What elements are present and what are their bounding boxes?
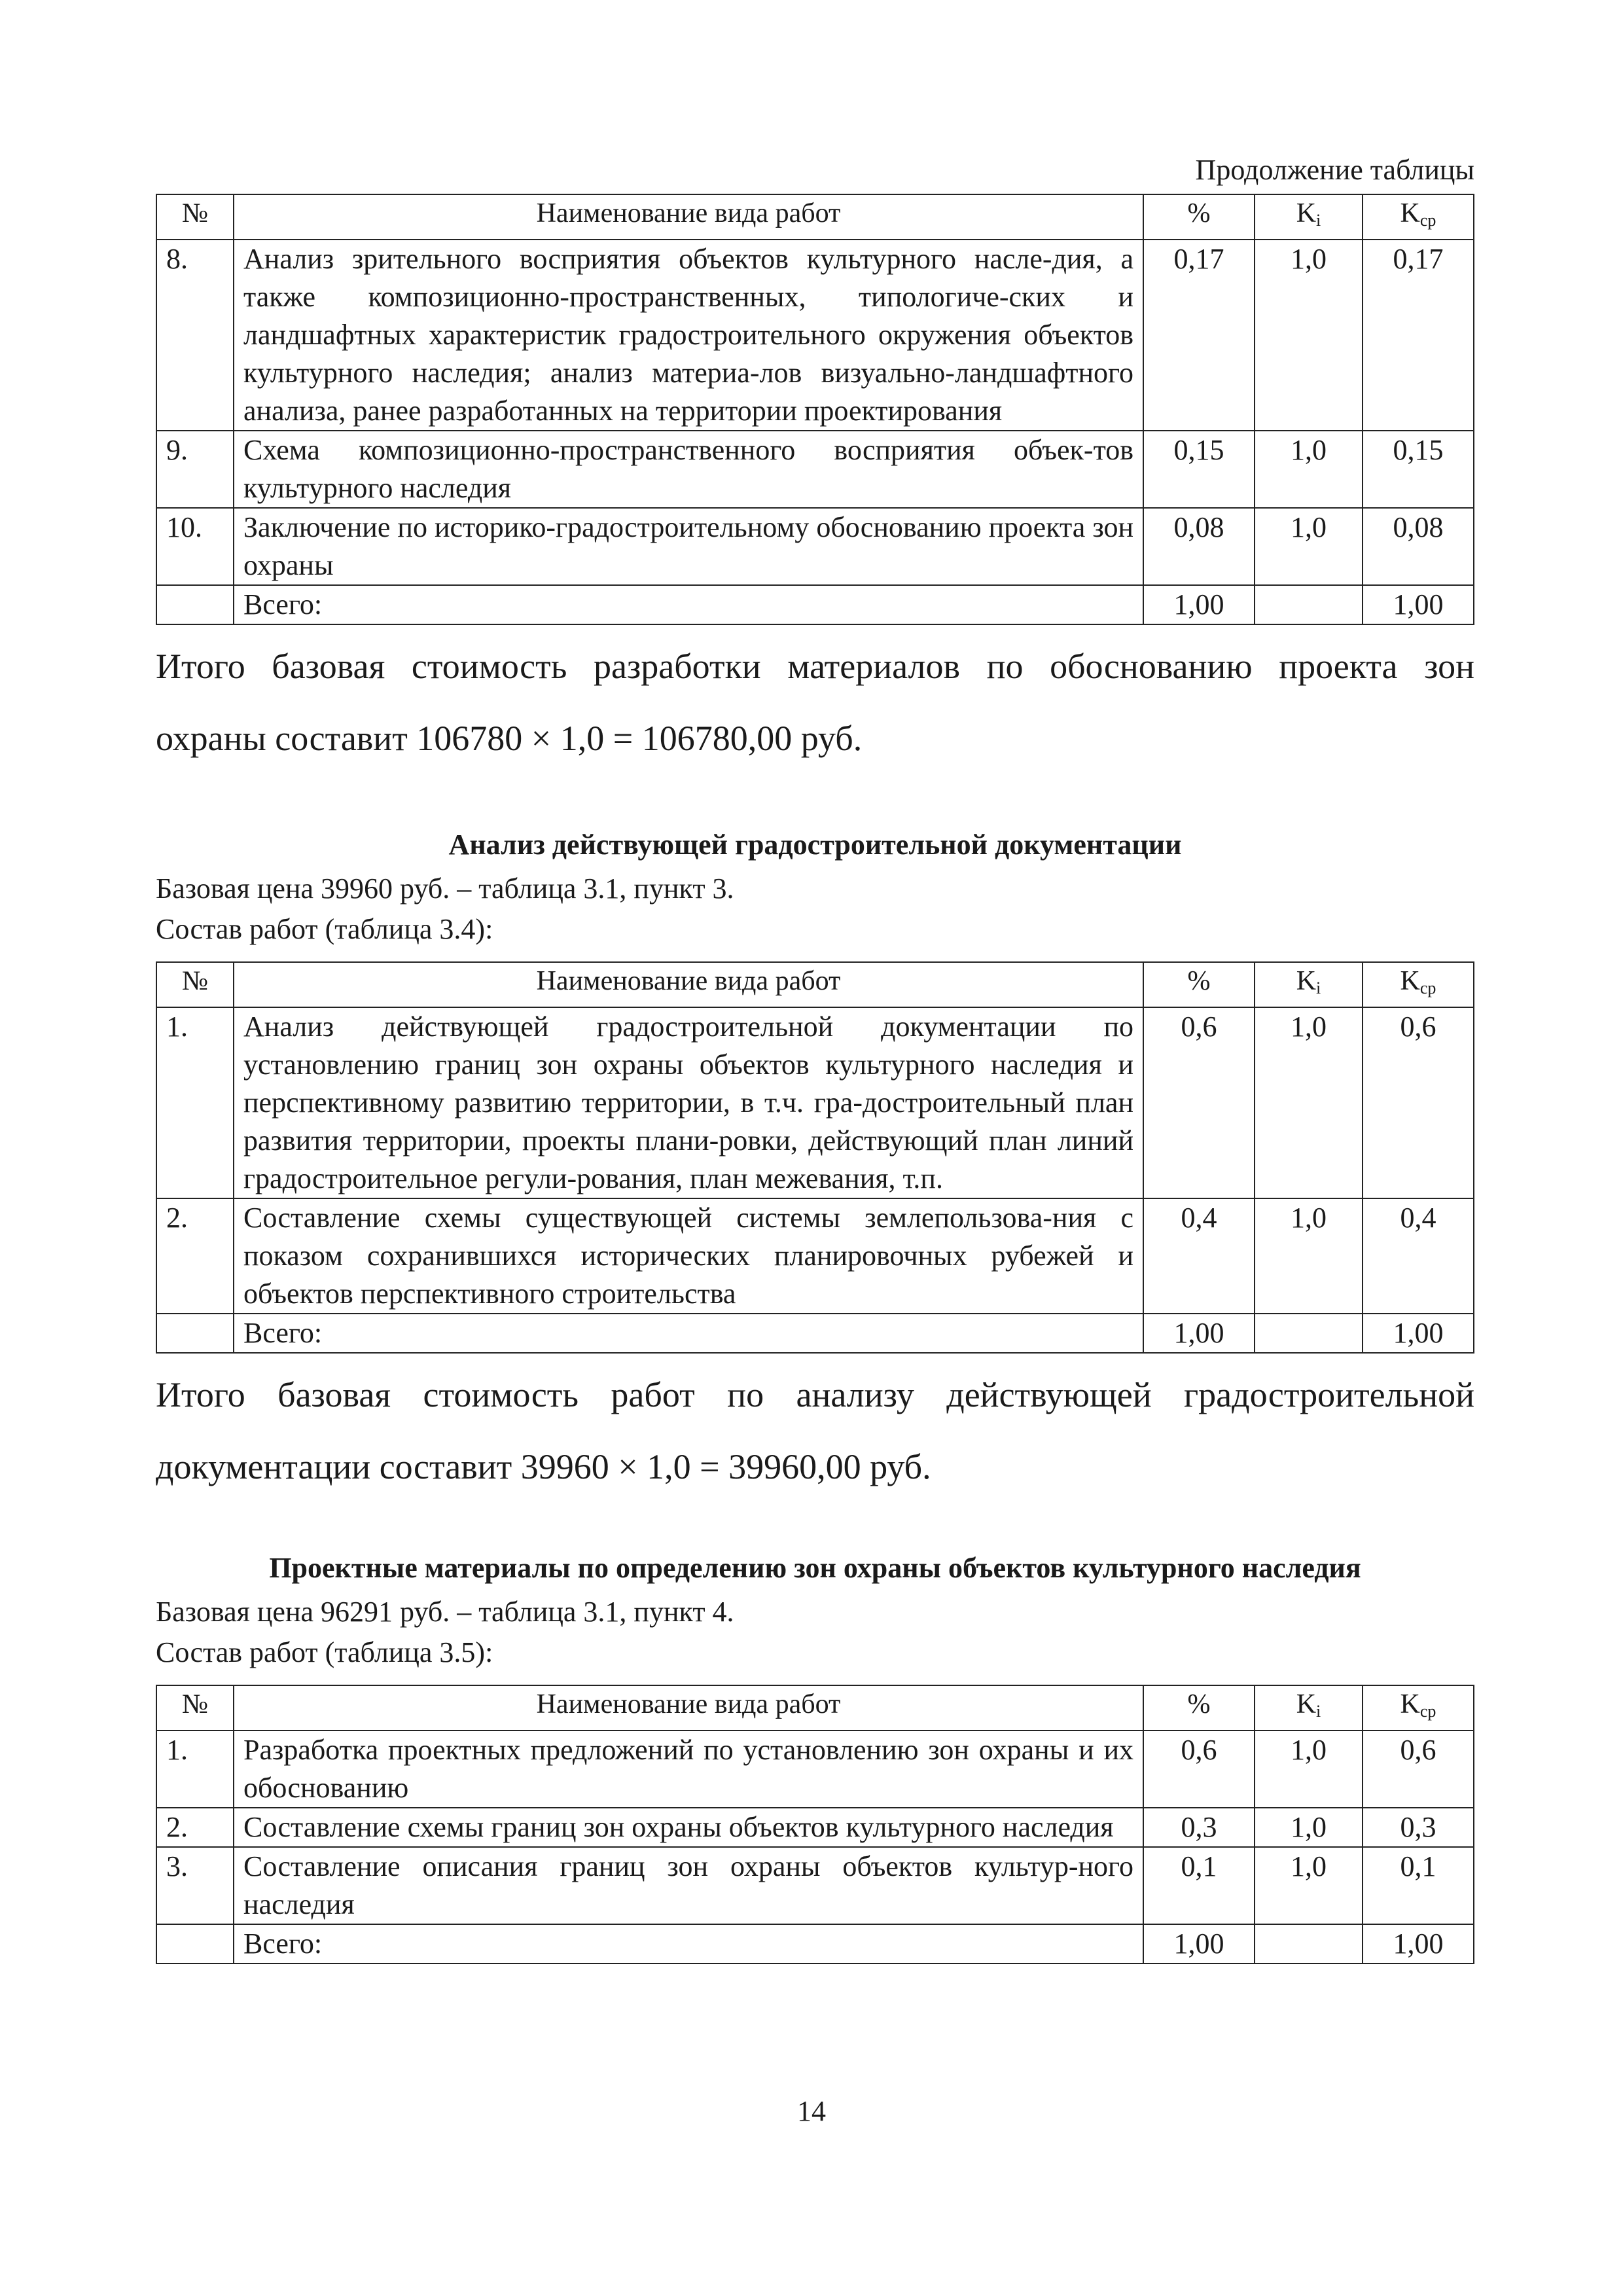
- row-kcp: 0,08: [1363, 508, 1474, 585]
- total-percent: 1,00: [1143, 1924, 1255, 1964]
- header-percent: %: [1143, 962, 1255, 1007]
- base-price-line: Базовая цена 96291 руб. – таблица 3.1, пункт 4.: [156, 1596, 734, 1628]
- table-row: [156, 1847, 1474, 1924]
- summary-paragraph-2: [156, 1359, 1474, 1503]
- composition-line: Состав работ (таблица 3.4):: [156, 913, 493, 945]
- header-ki: [1255, 1685, 1363, 1731]
- header-ki-subscript: i: [1316, 978, 1321, 997]
- row-name: Составление схемы существующей системы землепользова-ния с показом сохранившихся исторических планировочных рубежей и объектов перспективного строительства: [234, 1198, 1143, 1314]
- works-table-3-4: [156, 961, 1474, 1354]
- total-kcp: 1,00: [1363, 1924, 1474, 1964]
- header-ki: [1255, 962, 1363, 1007]
- total-label: Всего:: [234, 1314, 1143, 1353]
- header-kcp-letter: K: [1400, 966, 1420, 996]
- row-percent: 0,3: [1143, 1808, 1255, 1847]
- summary-paragraph-1: [156, 630, 1474, 774]
- page-number: 14: [797, 2095, 826, 2127]
- row-num: 1.: [156, 1731, 234, 1808]
- total-ki: [1255, 585, 1363, 624]
- row-percent: 0,15: [1143, 431, 1255, 508]
- table-row: [156, 1731, 1474, 1808]
- table-total-row: [156, 1314, 1474, 1353]
- summary-line: охраны составит 106780 × 1,0 = 106780,00 руб.: [156, 719, 863, 758]
- row-ki: 1,0: [1255, 1007, 1363, 1198]
- row-kcp: 0,3: [1363, 1808, 1474, 1847]
- row-percent: 0,6: [1143, 1007, 1255, 1198]
- row-kcp: 0,6: [1363, 1007, 1474, 1198]
- row-kcp: 0,6: [1363, 1731, 1474, 1808]
- row-kcp: 0,1: [1363, 1847, 1474, 1924]
- row-num: 2.: [156, 1198, 234, 1314]
- table-row: [156, 240, 1474, 431]
- header-kcp-letter: K: [1400, 198, 1420, 228]
- total-label: Всего:: [234, 585, 1143, 624]
- table-header-row: [156, 962, 1474, 1007]
- row-kcp: 0,17: [1363, 240, 1474, 431]
- total-kcp: 1,00: [1363, 585, 1474, 624]
- table-row: [156, 1198, 1474, 1314]
- row-kcp: 0,15: [1363, 431, 1474, 508]
- header-kcp: [1363, 962, 1474, 1007]
- row-name: Схема композиционно-пространственного восприятия объек-тов культурного наследия: [234, 431, 1143, 508]
- header-kcp: [1363, 194, 1474, 240]
- row-ki: 1,0: [1255, 1731, 1363, 1808]
- table-row: [156, 1007, 1474, 1198]
- total-ki: [1255, 1314, 1363, 1353]
- header-kcp-subscript: ср: [1419, 211, 1436, 230]
- row-percent: 0,17: [1143, 240, 1255, 431]
- row-ki: 1,0: [1255, 240, 1363, 431]
- total-percent: 1,00: [1143, 1314, 1255, 1353]
- row-ki: 1,0: [1255, 1808, 1363, 1847]
- total-num: [156, 1924, 234, 1964]
- row-name: Составление схемы границ зон охраны объектов культурного наследия: [234, 1808, 1143, 1847]
- header-name: Наименование вида работ: [234, 194, 1143, 240]
- row-name: Анализ зрительного восприятия объектов культурного насле-дия, а также композиционно-пространственных, типологиче-ских и ландшафтных характеристик градостроительного окружения объектов культурного наследия; анализ материа-лов визуально-ландшафтного анализа, ранее разработанных на территории проектирования: [234, 240, 1143, 431]
- works-table-3-5: [156, 1685, 1474, 1964]
- row-ki: 1,0: [1255, 1847, 1363, 1924]
- works-table-continued: [156, 194, 1474, 625]
- table-total-row: [156, 585, 1474, 624]
- row-num: 10.: [156, 508, 234, 585]
- total-ki: [1255, 1924, 1363, 1964]
- row-percent: 0,1: [1143, 1847, 1255, 1924]
- header-num: №: [156, 194, 234, 240]
- document-page: [156, 151, 1474, 1964]
- total-percent: 1,00: [1143, 585, 1255, 624]
- header-kcp-subscript: ср: [1419, 1702, 1436, 1721]
- header-name: Наименование вида работ: [234, 1685, 1143, 1731]
- total-num: [156, 1314, 234, 1353]
- table-total-row: [156, 1924, 1474, 1964]
- row-num: 2.: [156, 1808, 234, 1847]
- row-num: 8.: [156, 240, 234, 431]
- row-num: 3.: [156, 1847, 234, 1924]
- row-ki: 1,0: [1255, 431, 1363, 508]
- summary-line: документации составит 39960 × 1,0 = 39960,00 руб.: [156, 1447, 931, 1486]
- table-row: [156, 431, 1474, 508]
- table-continuation-label: Продолжение таблицы: [1195, 154, 1474, 186]
- summary-line: Итого базовая стоимость работ по анализу действующей градостроительной: [156, 1375, 1474, 1414]
- table-header-row: [156, 194, 1474, 240]
- row-name: Составление описания границ зон охраны объектов культур-ного наследия: [234, 1847, 1143, 1924]
- table-row: [156, 1808, 1474, 1847]
- row-name: Заключение по историко-градостроительному обоснованию проекта зон охраны: [234, 508, 1143, 585]
- total-kcp: 1,00: [1363, 1314, 1474, 1353]
- header-name: Наименование вида работ: [234, 962, 1143, 1007]
- composition-line: Состав работ (таблица 3.5):: [156, 1636, 493, 1668]
- row-num: 1.: [156, 1007, 234, 1198]
- summary-line: Итого базовая стоимость разработки материалов по обоснованию проекта зон: [156, 647, 1474, 686]
- table-header-row: [156, 1685, 1474, 1731]
- row-name: Разработка проектных предложений по установлению зон охраны и их обоснованию: [234, 1731, 1143, 1808]
- header-kcp-letter: K: [1400, 1689, 1420, 1719]
- header-ki-subscript: i: [1316, 211, 1321, 230]
- header-ki-letter: K: [1296, 198, 1317, 228]
- row-percent: 0,6: [1143, 1731, 1255, 1808]
- header-ki-letter: K: [1296, 966, 1317, 996]
- total-label: Всего:: [234, 1924, 1143, 1964]
- header-ki-subscript: i: [1316, 1702, 1321, 1721]
- header-num: №: [156, 1685, 234, 1731]
- header-ki-letter: K: [1296, 1689, 1317, 1719]
- table-row: [156, 508, 1474, 585]
- header-num: №: [156, 962, 234, 1007]
- header-percent: %: [1143, 1685, 1255, 1731]
- header-kcp-subscript: ср: [1419, 978, 1436, 997]
- header-ki: [1255, 194, 1363, 240]
- row-name: Анализ действующей градостроительной документации по установлению границ зон охраны объектов культурного наследия и перспективному развитию территории, в т.ч. гра-достроительный план развития территории, проекты плани-ровки, действующий план линий градостроительное регули-рования, план межевания, т.п.: [234, 1007, 1143, 1198]
- row-num: 9.: [156, 431, 234, 508]
- row-ki: 1,0: [1255, 1198, 1363, 1314]
- header-percent: %: [1143, 194, 1255, 240]
- row-kcp: 0,4: [1363, 1198, 1474, 1314]
- row-ki: 1,0: [1255, 508, 1363, 585]
- header-kcp: [1363, 1685, 1474, 1731]
- section-heading: Проектные материалы по определению зон охраны объектов культурного наследия: [269, 1552, 1361, 1584]
- total-num: [156, 585, 234, 624]
- row-percent: 0,4: [1143, 1198, 1255, 1314]
- row-percent: 0,08: [1143, 508, 1255, 585]
- section-heading: Анализ действующей градостроительной документации: [448, 829, 1182, 861]
- base-price-line: Базовая цена 39960 руб. – таблица 3.1, пункт 3.: [156, 872, 734, 905]
